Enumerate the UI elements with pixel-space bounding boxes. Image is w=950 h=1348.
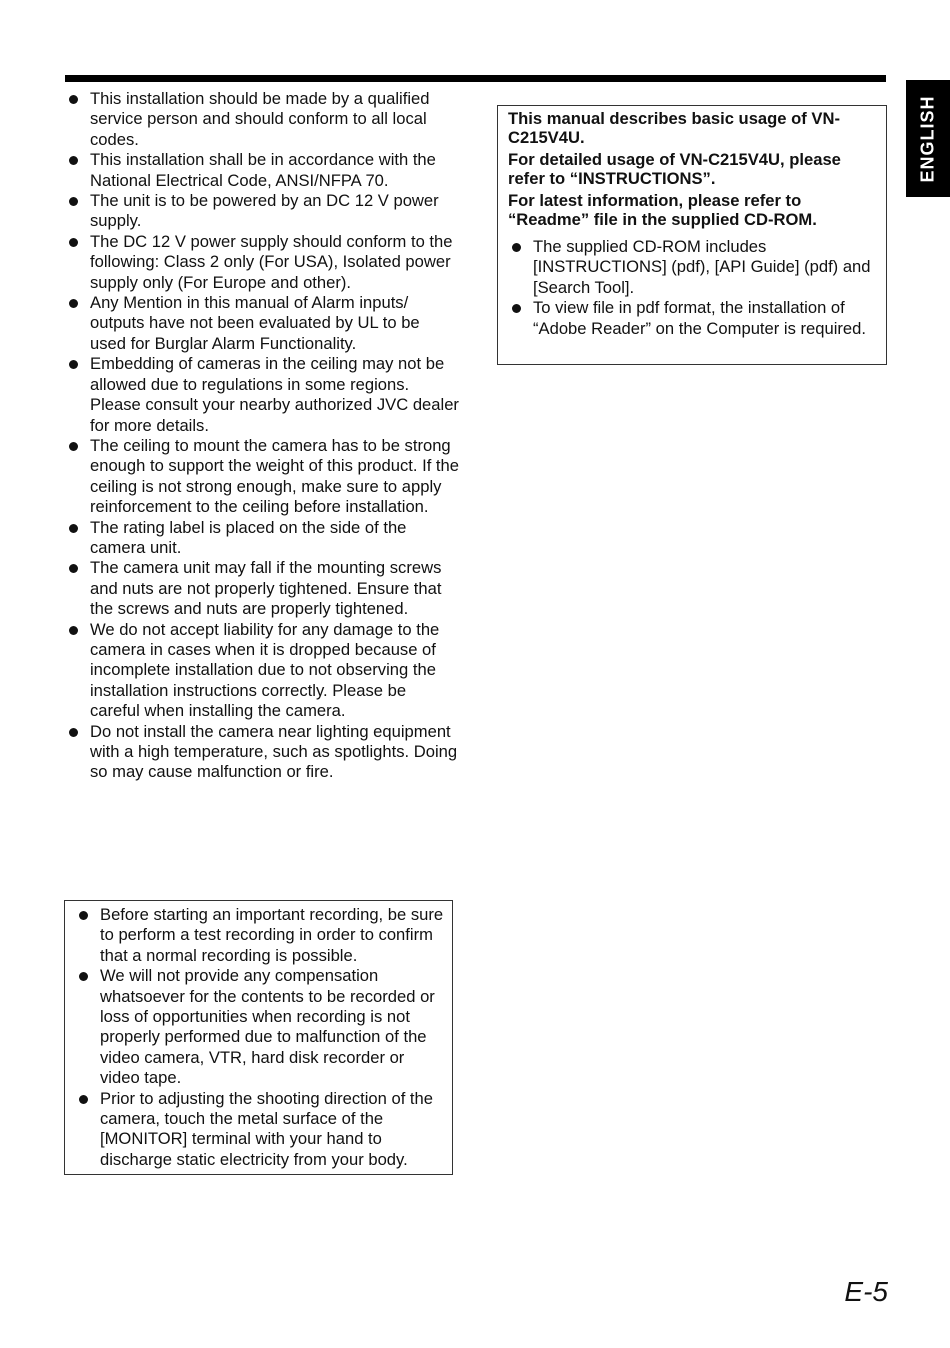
list-item: We will not provide any compensation whatsoever for the contents to be recorded or loss of opportunities when recording is not properly performed due to malfunction of the video camera, VTR, hard disk recorder or video tape. [75, 966, 444, 1088]
list-item: Do not install the camera near lighting equipment with a high temperature, such as spotlights. Doing so may cause malfunction or fire. [65, 722, 460, 783]
list-item: The camera unit may fall if the mounting screws and nuts are not properly tightened. Ensure that the screws and nuts are properly tightened. [65, 558, 460, 619]
list-item: The unit is to be powered by an DC 12 V power supply. [65, 191, 460, 232]
caution-list [75, 905, 444, 1170]
list-item: Any Mention in this manual of Alarm inputs/ outputs have not been evaluated by UL to be used for Burglar Alarm Functionality. [65, 293, 460, 354]
recording-caution-box [64, 900, 453, 1175]
list-item: To view file in pdf format, the installation of “Adobe Reader” on the Computer is required. [508, 298, 876, 339]
list-item: The ceiling to mount the camera has to be strong enough to support the weight of this product. If the ceiling is not strong enough, make sure to apply reinforcement to the ceiling before installation. [65, 436, 460, 518]
list-item: The supplied CD-ROM includes [INSTRUCTIONS] (pdf), [API Guide] (pdf) and [Search Tool]. [508, 237, 876, 298]
manual-info-box [497, 105, 887, 365]
installation-notes-list [65, 89, 460, 783]
info-paragraph: For latest information, please refer to “Readme” file in the supplied CD-ROM. [508, 191, 817, 229]
list-item: The DC 12 V power supply should conform to the following: Class 2 only (For USA), Isolated power supply only (For Europe and other). [65, 232, 460, 293]
list-item: We do not accept liability for any damage to the camera in cases when it is dropped because of incomplete installation due to not observing the installation instructions correctly. Please be careful when installing the camera. [65, 620, 460, 722]
list-item: The rating label is placed on the side of the camera unit. [65, 518, 460, 559]
list-item: Prior to adjusting the shooting direction of the camera, touch the metal surface of the [MONITOR] terminal with your hand to discharge static electricity from your body. [75, 1089, 444, 1171]
list-item: This installation shall be in accordance with the National Electrical Code, ANSI/NFPA 70. [65, 150, 460, 191]
page-number: E-5 [844, 1276, 888, 1307]
language-tab-label: ENGLISH [917, 94, 938, 183]
list-item: Embedding of cameras in the ceiling may not be allowed due to regulations in some regions. Please consult your nearby authorized JVC dealer for more details. [65, 354, 460, 436]
info-list [508, 237, 876, 339]
list-item: Before starting an important recording, be sure to perform a test recording in order to confirm that a normal recording is possible. [75, 905, 444, 966]
info-paragraph: This manual describes basic usage of VN-C215V4U. [508, 109, 840, 147]
info-paragraph: For detailed usage of VN-C215V4U, please refer to “INSTRUCTIONS”. [508, 150, 841, 188]
language-tab [906, 80, 950, 197]
installation-notes [65, 89, 460, 783]
top-rule [65, 75, 886, 82]
list-item: This installation should be made by a qualified service person and should conform to all local codes. [65, 89, 460, 150]
